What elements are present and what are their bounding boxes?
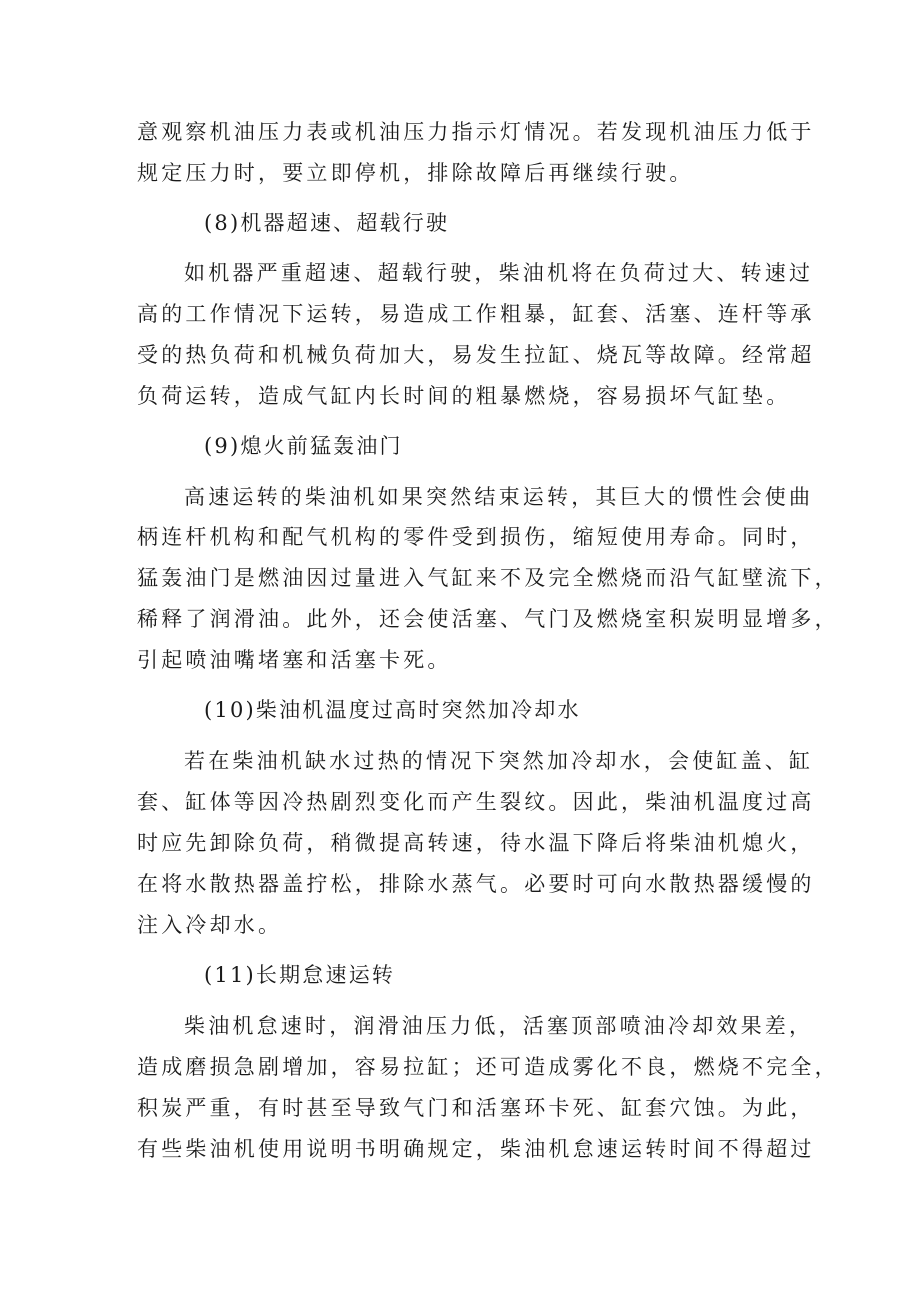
section-heading: (9)熄火前猛轰油门 bbox=[204, 434, 403, 458]
section-heading: (11)长期怠速运转 bbox=[204, 963, 396, 987]
paragraph-line: 套、缸体等因冷热剧烈变化而产生裂纹。因此，柴油机温度过高 bbox=[137, 790, 815, 814]
section-heading: (8)机器超速、超载行驶 bbox=[204, 211, 450, 235]
paragraph-line: 在将水散热器盖拧松，排除水蒸气。必要时可向水散热器缓慢的 bbox=[137, 872, 815, 896]
paragraph-line: 造成磨损急剧增加，容易拉缸；还可造成雾化不良，燃烧不完全， bbox=[137, 1055, 839, 1079]
paragraph-line: 意观察机油压力表或机油压力指示灯情况。若发现机油压力低于 bbox=[137, 120, 815, 144]
paragraph-line: 猛轰油门是燃油因过量进入气缸来不及完全燃烧而沿气缸壁流下， bbox=[137, 566, 839, 590]
paragraph-line: 受的热负荷和机械负荷加大，易发生拉缸、烧瓦等故障。经常超 bbox=[137, 343, 815, 367]
paragraph-line: 高速运转的柴油机如果突然结束运转，其巨大的惯性会使曲 bbox=[184, 485, 814, 509]
paragraph-line: 高的工作情况下运转，易造成工作粗暴，缸套、活塞、连杆等承 bbox=[137, 302, 815, 326]
paragraph-line: 有些柴油机使用说明书明确规定，柴油机怠速运转时间不得超过 bbox=[137, 1137, 815, 1161]
paragraph-line: 柴油机怠速时，润滑油压力低，活塞顶部喷油冷却效果差， bbox=[184, 1014, 814, 1038]
paragraph-line: 稀释了润滑油。此外，还会使活塞、气门及燃烧室积炭明显增多， bbox=[137, 607, 839, 631]
paragraph-line: 柄连杆机构和配气机构的零件受到损伤，缩短使用寿命。同时， bbox=[137, 525, 815, 549]
paragraph-line: 积炭严重，有时甚至导致气门和活塞环卡死、缸套穴蚀。为此， bbox=[137, 1096, 815, 1120]
paragraph-line: 注入冷却水。 bbox=[137, 913, 283, 937]
paragraph-line: 时应先卸除负荷，稍微提高转速，待水温下降后将柴油机熄火， bbox=[137, 831, 815, 855]
paragraph-line: 引起喷油嘴堵塞和活塞卡死。 bbox=[137, 648, 452, 672]
section-heading: (10)柴油机温度过高时突然加冷却水 bbox=[204, 698, 581, 722]
paragraph-line: 若在柴油机缺水过热的情况下突然加冷却水，会使缸盖、缸 bbox=[184, 749, 814, 773]
paragraph-line: 如机器严重超速、超载行驶，柴油机将在负荷过大、转速过 bbox=[184, 261, 814, 285]
paragraph-line: 规定压力时，要立即停机，排除故障后再继续行驶。 bbox=[137, 161, 694, 185]
paragraph-line: 负荷运转，造成气缸内长时间的粗暴燃烧，容易损坏气缸垫。 bbox=[137, 384, 791, 408]
